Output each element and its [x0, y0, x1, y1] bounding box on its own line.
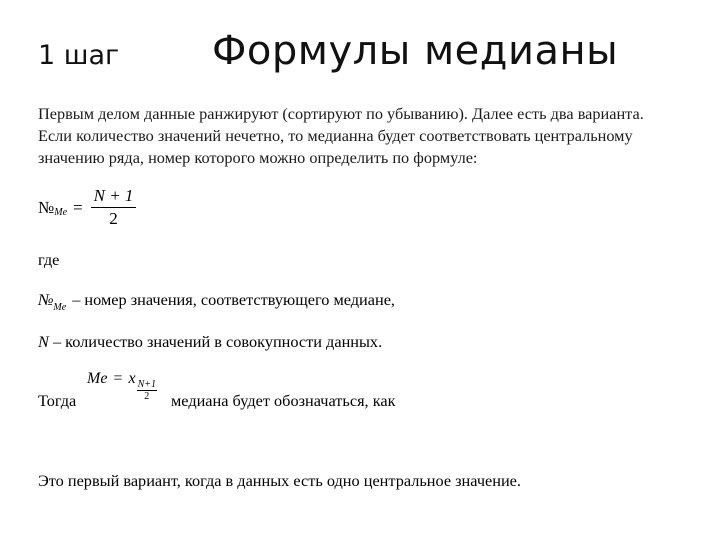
- median-position-formula: [38, 185, 136, 230]
- definition-count: [38, 332, 382, 352]
- formula2-prefix: Тогда: [38, 391, 77, 410]
- intro-line-1: Первым делом данные ранжируют (сортируют по убыванию). Далее есть два варианта.: [38, 104, 644, 123]
- final-note: Это первый вариант, когда в данных есть одно центральное значение.: [38, 471, 521, 490]
- formula1-lhs-subscript: Me: [54, 207, 68, 218]
- formula1-equals: =: [73, 197, 83, 217]
- definition-count-symbol: N: [38, 332, 49, 351]
- formula2-sub-denominator: 2: [144, 391, 150, 402]
- intro-line-3: значению ряда, номер которого можно определить по формуле:: [38, 148, 478, 167]
- median-value-formula: [87, 370, 157, 402]
- definition-count-text: – количество значений в совокупности данных.: [48, 332, 383, 351]
- formula2-subscript-fraction: [137, 379, 157, 402]
- slide-title: Формулы медианы: [212, 28, 619, 74]
- formula1-lhs: №: [38, 197, 55, 217]
- definition-position-subscript: Me: [53, 302, 67, 313]
- where-label: где: [38, 250, 60, 269]
- formula1-numerator: N + 1: [91, 185, 137, 208]
- intro-line-2: Если количество значений нечетно, то медианна будет соответствовать центральному: [38, 126, 633, 145]
- step-label: 1 шаг: [38, 40, 120, 71]
- formula1-denominator: 2: [109, 209, 118, 228]
- formula2-lhs: Me: [87, 370, 108, 387]
- formula1-fraction: [91, 185, 137, 230]
- definition-position-text: – номер значения, соответствующего медиане,: [68, 290, 396, 309]
- definition-position-symbol: №: [38, 290, 54, 309]
- definition-position: [38, 290, 396, 313]
- formula2-suffix: медиана будет обозначаться, как: [171, 391, 396, 410]
- formula2-variable: x: [128, 370, 136, 387]
- formula2-equals: =: [113, 370, 123, 387]
- formula2-sub-numerator: N+1: [137, 379, 156, 390]
- intro-paragraph: [38, 103, 698, 169]
